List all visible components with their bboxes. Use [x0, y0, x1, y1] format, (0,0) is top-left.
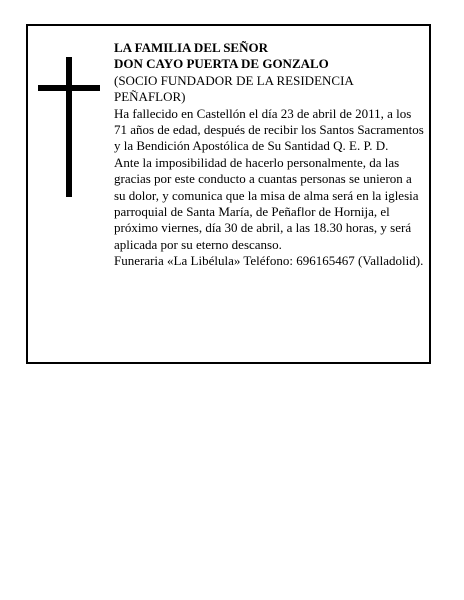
notice-text [114, 40, 426, 270]
cross-vertical-bar [66, 57, 72, 197]
notice-subheading: (SOCIO FUNDADOR DE LA RESIDENCIA PEÑAFLOR) [114, 72, 354, 105]
obituary-notice-frame [26, 24, 431, 364]
notice-heading-line1: LA FAMILIA DEL SEÑOR [114, 40, 268, 55]
notice-paragraph-mass: Ante la imposibilidad de hacerlo personalmente, da las gracias por este conducto a cuantas personas se unieron a su dolor, y comunica que la misa de alma será en la iglesia parroquial de Santa María, de Peñaflor de Hornija, el próximo viernes, día 30 de abril, a las 18.30 horas, y será aplicada por su eterno descanso. [114, 154, 419, 252]
notice-paragraph-death: Ha fallecido en Castellón el día 23 de abril de 2011, a los 71 años de edad, después de recibir los Santos Sacramentos y la Bendición Apostólica de Su Santidad Q. E. P. D. [114, 105, 424, 154]
notice-heading-line2: DON CAYO PUERTA DE GONZALO [114, 56, 329, 72]
cross-horizontal-bar [38, 85, 100, 91]
notice-funeral-home: Funeraria «La Libélula» Teléfono: 696165467 (Valladolid). [114, 253, 424, 269]
